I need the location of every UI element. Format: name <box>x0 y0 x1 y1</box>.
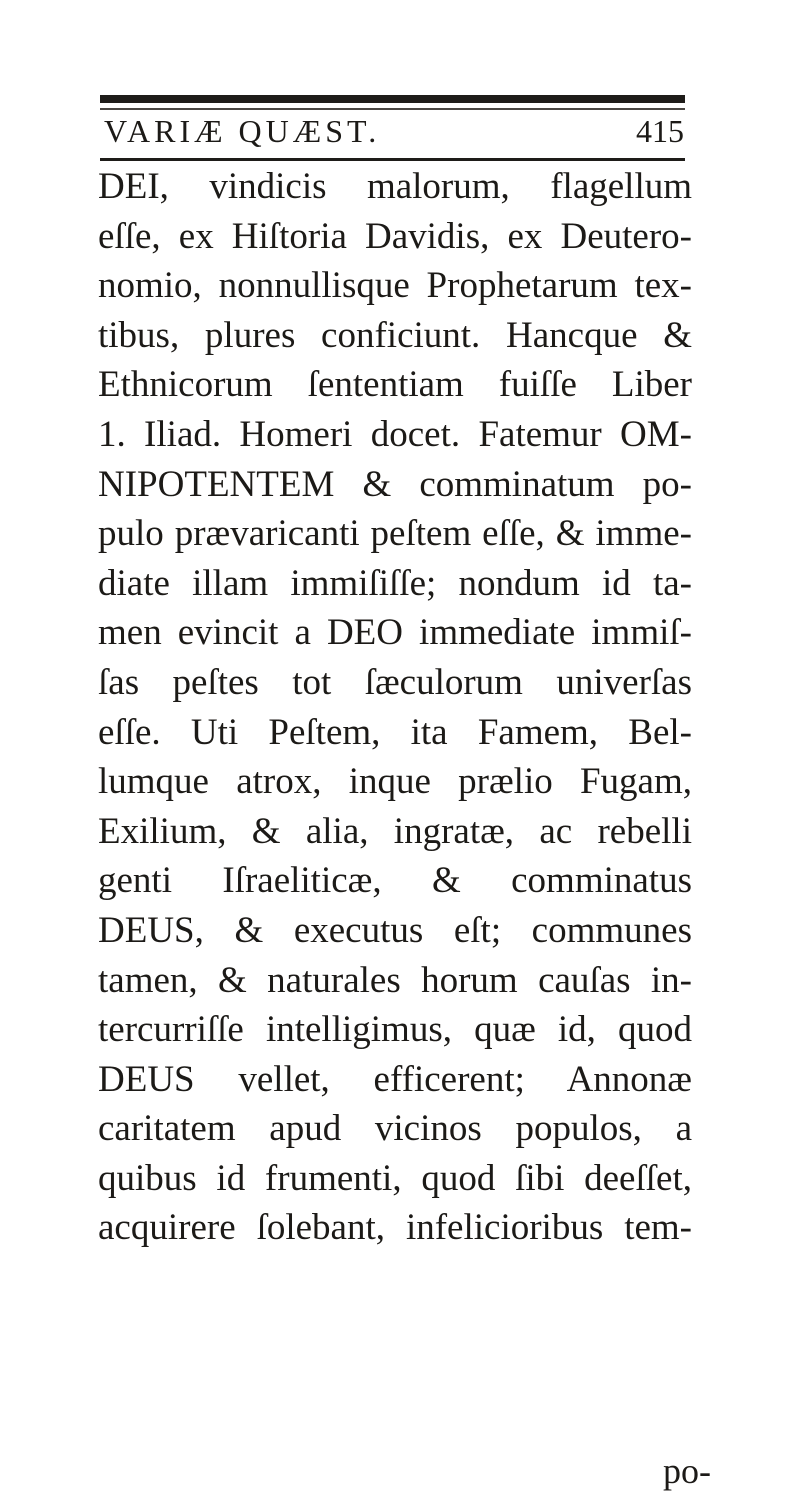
header-rule-thin <box>100 108 685 110</box>
page-header <box>104 113 684 161</box>
text-line: ſas peſtes tot ſæculorum univerſas <box>98 661 692 703</box>
header-underline <box>100 158 685 161</box>
text-line: diate illam immiſiſſe; nondum id ta- <box>98 562 692 604</box>
text-line: DEUS, & executus eſt; communes <box>98 909 692 951</box>
text-line: tibus, plures conficiunt. Hancque & <box>98 314 692 356</box>
header-rule-thick <box>100 95 685 103</box>
text-line: acquirere ſolebant, infelicioribus tem- <box>98 1207 692 1249</box>
text-line: Ethnicorum ſententiam fuiſſe Liber <box>98 364 692 406</box>
text-line: nomio, nonnullisque Prophetarum tex- <box>98 265 692 307</box>
page-number: 415 <box>636 113 684 149</box>
text-line: eſſe, ex Hiſtoria Davidis, ex Deutero- <box>98 215 692 257</box>
text-line: genti Iſraeliticæ, & comminatus <box>98 860 692 902</box>
text-line: men evincit a DEO immediate immiſ- <box>98 612 692 654</box>
text-line: DEI, vindicis malorum, flagellum <box>98 166 692 207</box>
text-line: pulo prævaricanti peſtem eſſe, & imme- <box>98 513 692 555</box>
body-text <box>98 162 692 1253</box>
text-line: Exilium, & alia, ingratæ, ac rebelli <box>98 810 692 852</box>
text-line: tamen, & naturales horum cauſas in- <box>98 959 692 1001</box>
text-line: lumque atrox, inque prælio Fugam, <box>98 761 692 803</box>
text-line: DEUS vellet, efficerent; Annonæ <box>98 1058 692 1100</box>
text-line: quibus id frumenti, quod ſibi deeſſet, <box>98 1157 692 1199</box>
text-line: tercurriſſe intelligimus, quæ id, quod <box>98 1009 692 1051</box>
text-line: 1. Iliad. Homeri docet. Fatemur OM- <box>98 413 692 455</box>
catchword: po- <box>663 1451 711 1491</box>
text-line: eſſe. Uti Peſtem, ita Famem, Bel- <box>98 711 692 753</box>
text-line: NIPOTENTEM & comminatum po- <box>98 463 692 505</box>
text-line: caritatem apud vicinos populos, a <box>98 1108 692 1150</box>
running-head: VARIÆ QUÆST. <box>104 113 381 149</box>
